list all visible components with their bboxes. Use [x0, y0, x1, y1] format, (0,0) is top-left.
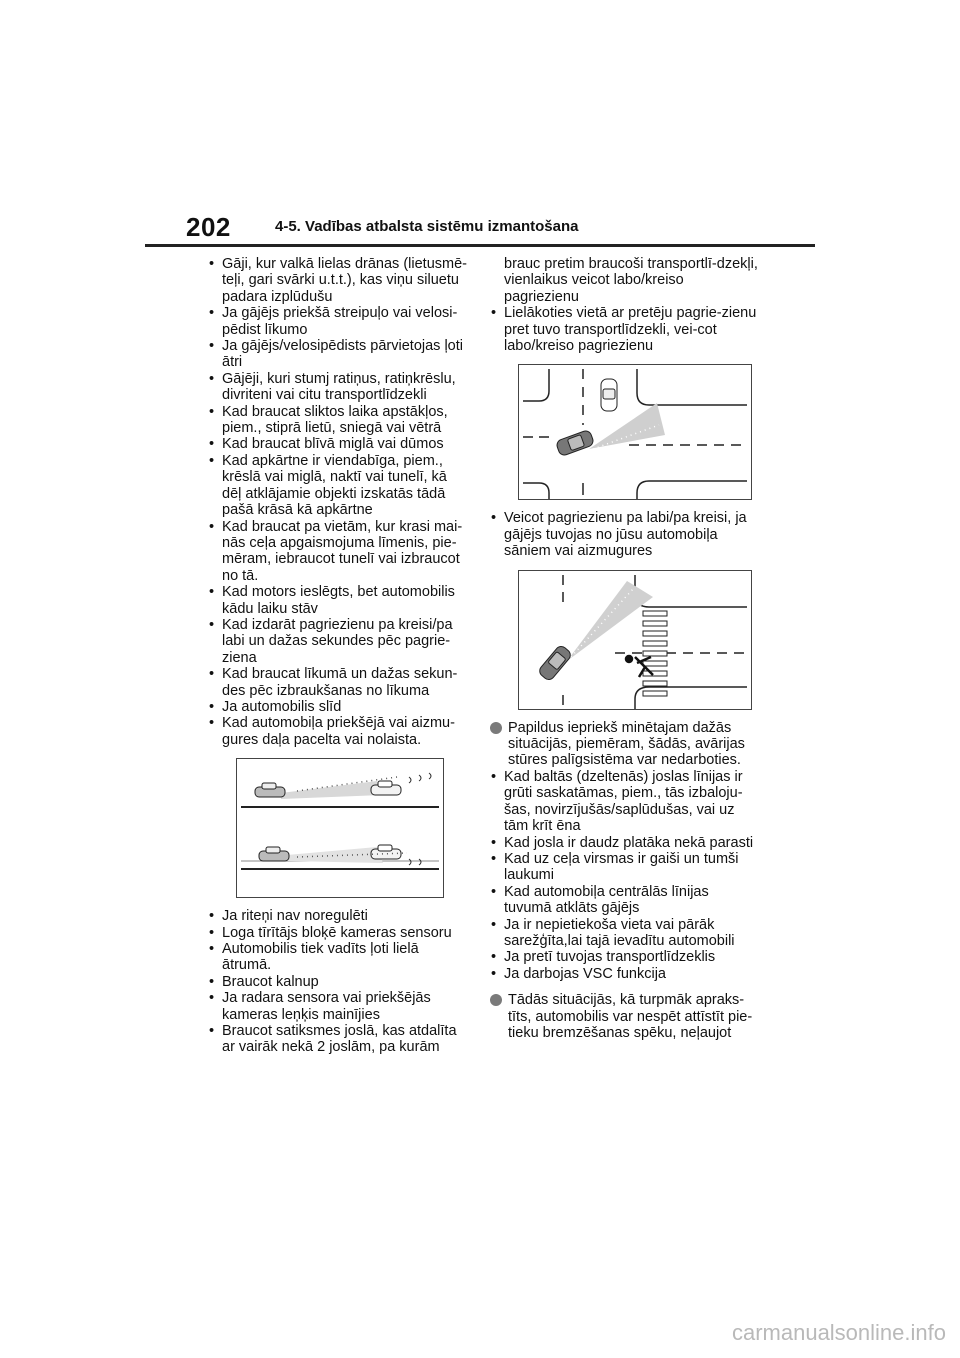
list-item: • Gāji, kur valkā lielas drānas (lietusmē-teļi, gari svārki u.t.t.), kas viņu siluetu padara izplūdušu	[208, 256, 470, 305]
list-item: • Ja radara sensora vai priekšējās kameras leņķis mainījies	[208, 990, 470, 1023]
list-item: • Kad uz ceļa virsmas ir gaiši un tumši laukumi	[490, 851, 758, 884]
left-bullets-top	[208, 256, 470, 748]
list-item: • Automobilis tiek vadīts ļoti lielā ātrumā.	[208, 941, 470, 974]
list-item: • Ja pretī tuvojas transportlīdzeklis	[490, 949, 758, 965]
page-number: 202	[186, 212, 231, 242]
list-item: • Kad braucat pa vietām, kur krasi mai-nās ceļa apgaismojuma līmenis, pie-mēram, iebraucot tunelī vai izbraucot no tā.	[208, 519, 470, 585]
list-item: • Kad braucat sliktos laika apstākļos, piem., stiprā lietū, sniegā vai vētrā	[208, 404, 470, 437]
list-item: • Ja gājējs priekšā streipuļo vai velosi-pēdist līkumo	[208, 305, 470, 338]
left-column	[208, 256, 470, 1056]
header-rule	[145, 244, 815, 247]
note-1-bullets	[490, 769, 758, 982]
list-item: • Kad baltās (dzeltenās) joslas līnijas ir grūti saskatāmas, piem., tās izbaloju-šas, novirzījušās/saplūdušas, vai uz tām krīt ēna	[490, 769, 758, 835]
list-item: • Kad motors ieslēgts, bet automobilis kādu laiku stāv	[208, 584, 470, 617]
list-item: • Ja darbojas VSC funkcija	[490, 966, 758, 982]
list-item: • Braucot satiksmes joslā, kas atdalīta ar vairāk nekā 2 joslām, pa kurām	[208, 1023, 470, 1056]
list-item: • Loga tīrītājs bloķē kameras sensoru	[208, 925, 470, 941]
list-item: • Kad izdarāt pagriezienu pa kreisi/pa labi un dažas sekundes pēc pagrie-ziena	[208, 617, 470, 666]
list-item: • Ja ir nepietiekoša vieta vai pārāk sarežģīta,lai tajā ievadītu automobili	[490, 917, 758, 950]
figure-road-detection	[236, 758, 444, 898]
list-item: • Ja automobilis slīd	[208, 699, 470, 715]
list-item: • Lielākoties vietā ar pretēju pagrie-zienu pret tuvo transportlīdzekli, vei-cot labo/kreiso pagriezienu	[490, 305, 758, 354]
list-item: • Kad apkārtne ir viendabīga, piem., krēslā vai miglā, naktī vai tunelī, kā dēļ atklājamie objekti izskatās tādā pašā krāsā kā apkārtne	[208, 453, 470, 519]
list-item: • Ja gājējs/velosipēdists pārvietojas ļoti ātri	[208, 338, 470, 371]
own-car	[537, 644, 572, 682]
continuation-text: brauc pretim braucoši transportlī-dzekļi, vienlaikus veicot labo/kreiso pagriezienu	[504, 256, 758, 305]
note-bullet-icon	[490, 722, 502, 734]
right-bullets-top	[490, 305, 758, 354]
list-item: • Kad automobiļa centrālās līnijas tuvumā atklāts gājējs	[490, 884, 758, 917]
crosswalk-stripes	[643, 611, 667, 696]
car-bottom-left	[259, 847, 289, 861]
note-1	[490, 720, 758, 769]
list-item: • Kad josla ir daudz platāka nekā parasti	[490, 835, 758, 851]
note-bullet-icon	[490, 994, 502, 1006]
car-top-left	[255, 783, 285, 797]
list-item: • Kad braucat blīvā miglā vai dūmos	[208, 436, 470, 452]
list-item: • Kad braucat līkumā un dažas sekun-des pēc izbraukšanas no līkuma	[208, 666, 470, 699]
list-item: • Gājēji, kuri stumj ratiņus, ratiņkrēslu, divriteni vai citu transportlīdzekli	[208, 371, 470, 404]
list-item: • Veicot pagriezienu pa labi/pa kreisi, ja gājējs tuvojas no jūsu automobiļa sāniem vai aizmugures	[490, 510, 758, 559]
figure-intersection-turn	[518, 364, 752, 500]
right-bullets-middle	[490, 510, 758, 559]
note-1-intro: Papildus iepriekš minētajam dažās situācijās, piemēram, šādās, avārijas stūres palīgsistēma var nedarboties.	[508, 719, 745, 769]
figure-pedestrian-crossing	[518, 570, 752, 710]
own-car	[555, 430, 594, 457]
right-column	[490, 256, 758, 1041]
watermark: carmanualsonline.info	[731, 1320, 946, 1345]
section-title: 4-5. Vadības atbalsta sistēmu izmantošana	[275, 218, 579, 235]
left-bullets-bottom	[208, 908, 470, 1056]
note-2	[490, 992, 758, 1041]
list-item: • Braucot kalnup	[208, 974, 470, 990]
car-bottom-right	[371, 845, 401, 859]
list-item: • Kad automobiļa priekšējā vai aizmu-gures daļa pacelta vai nolaista.	[208, 715, 470, 748]
list-item: • Ja riteņi nav noregulēti	[208, 908, 470, 924]
note-2-intro: Tādās situācijās, kā turpmāk apraks-tīts, automobilis var nespēt attīstīt pie-tieku bremzēšanas spēku, neļaujot	[508, 992, 753, 1041]
oncoming-car	[601, 379, 617, 411]
